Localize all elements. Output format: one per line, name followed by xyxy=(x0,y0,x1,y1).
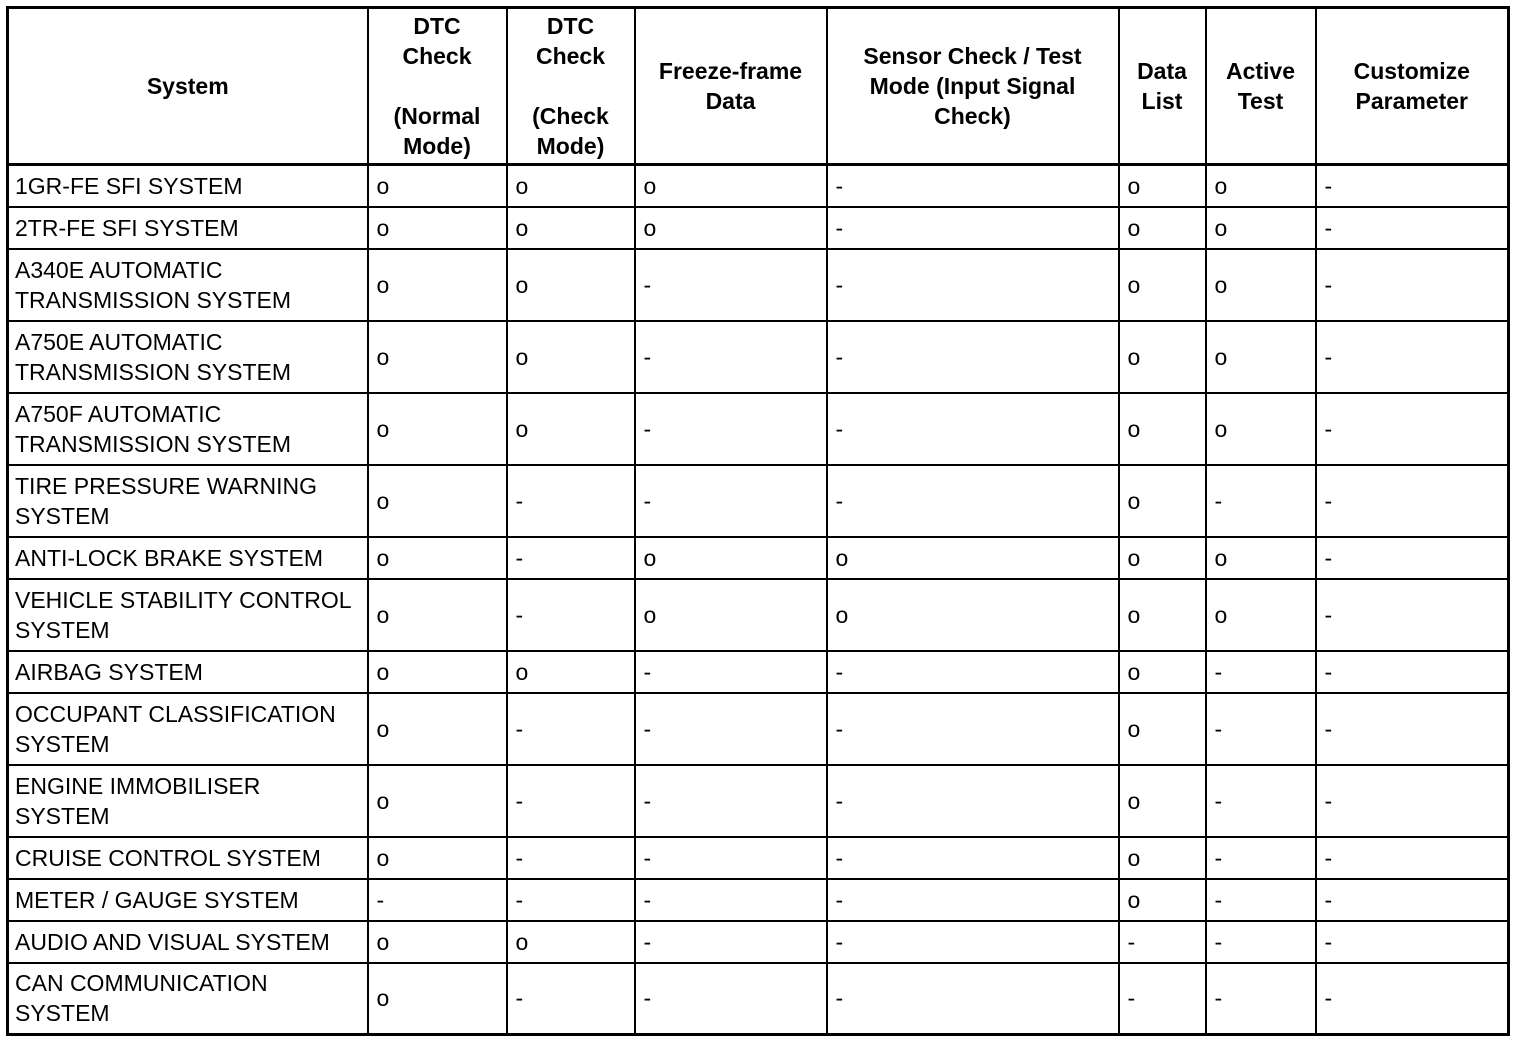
data-list-cell: - xyxy=(1119,963,1206,1035)
active-test-cell: - xyxy=(1206,921,1316,963)
header-row xyxy=(8,8,1509,165)
header-dtc-normal: DTC Check (Normal Mode) xyxy=(368,8,507,165)
active-test-cell: - xyxy=(1206,651,1316,693)
dtc-check-cell: - xyxy=(507,837,635,879)
dtc-check-cell: - xyxy=(507,879,635,921)
table-row xyxy=(8,249,1509,321)
table-row xyxy=(8,393,1509,465)
dtc-check-cell: o xyxy=(507,165,635,207)
freeze-frame-cell: - xyxy=(635,465,827,537)
customize-cell: - xyxy=(1316,393,1509,465)
freeze-frame-cell: - xyxy=(635,249,827,321)
customize-cell: - xyxy=(1316,693,1509,765)
header-system: System xyxy=(8,8,368,165)
sensor-check-cell: - xyxy=(827,207,1119,249)
dtc-check-cell: o xyxy=(507,651,635,693)
active-test-cell: o xyxy=(1206,249,1316,321)
system-cell: CRUISE CONTROL SYSTEM xyxy=(8,837,368,879)
freeze-frame-cell: - xyxy=(635,921,827,963)
table-row xyxy=(8,837,1509,879)
sensor-check-cell: - xyxy=(827,693,1119,765)
table-row xyxy=(8,651,1509,693)
freeze-frame-cell: o xyxy=(635,579,827,651)
freeze-frame-cell: o xyxy=(635,207,827,249)
freeze-frame-cell: o xyxy=(635,537,827,579)
dtc-check-cell: - xyxy=(507,765,635,837)
system-cell: OCCUPANT CLASSIFICATION SYSTEM xyxy=(8,693,368,765)
active-test-cell: o xyxy=(1206,165,1316,207)
data-list-cell: o xyxy=(1119,765,1206,837)
system-cell: CAN COMMUNICATION SYSTEM xyxy=(8,963,368,1035)
dtc-normal-cell: o xyxy=(368,837,507,879)
customize-cell: - xyxy=(1316,879,1509,921)
dtc-normal-cell: o xyxy=(368,249,507,321)
system-cell: A340E AUTOMATIC TRANSMISSION SYSTEM xyxy=(8,249,368,321)
system-cell: A750F AUTOMATIC TRANSMISSION SYSTEM xyxy=(8,393,368,465)
table-row xyxy=(8,921,1509,963)
table-row xyxy=(8,465,1509,537)
dtc-check-cell: o xyxy=(507,207,635,249)
table-header xyxy=(8,8,1509,165)
active-test-cell: - xyxy=(1206,963,1316,1035)
active-test-cell: o xyxy=(1206,579,1316,651)
system-cell: 2TR-FE SFI SYSTEM xyxy=(8,207,368,249)
customize-cell: - xyxy=(1316,921,1509,963)
active-test-cell: - xyxy=(1206,765,1316,837)
freeze-frame-cell: - xyxy=(635,321,827,393)
dtc-check-cell: o xyxy=(507,921,635,963)
dtc-normal-cell: o xyxy=(368,963,507,1035)
freeze-frame-cell: - xyxy=(635,693,827,765)
table-row xyxy=(8,963,1509,1035)
sensor-check-cell: - xyxy=(827,249,1119,321)
sensor-check-cell: - xyxy=(827,765,1119,837)
table-body xyxy=(8,165,1509,1035)
data-list-cell: o xyxy=(1119,465,1206,537)
customize-cell: - xyxy=(1316,537,1509,579)
freeze-frame-cell: - xyxy=(635,879,827,921)
active-test-cell: - xyxy=(1206,879,1316,921)
active-test-cell: o xyxy=(1206,393,1316,465)
active-test-cell: o xyxy=(1206,207,1316,249)
data-list-cell: o xyxy=(1119,207,1206,249)
data-list-cell: o xyxy=(1119,837,1206,879)
system-cell: VEHICLE STABILITY CONTROL SYSTEM xyxy=(8,579,368,651)
dtc-normal-cell: o xyxy=(368,537,507,579)
dtc-normal-cell: o xyxy=(368,651,507,693)
data-list-cell: o xyxy=(1119,651,1206,693)
header-customize: Customize Parameter xyxy=(1316,8,1509,165)
sensor-check-cell: - xyxy=(827,321,1119,393)
dtc-normal-cell: - xyxy=(368,879,507,921)
customize-cell: - xyxy=(1316,837,1509,879)
customize-cell: - xyxy=(1316,165,1509,207)
freeze-frame-cell: - xyxy=(635,963,827,1035)
dtc-check-cell: o xyxy=(507,321,635,393)
sensor-check-cell: o xyxy=(827,537,1119,579)
dtc-normal-cell: o xyxy=(368,207,507,249)
sensor-check-cell: - xyxy=(827,921,1119,963)
header-freeze-frame: Freeze-frame Data xyxy=(635,8,827,165)
data-list-cell: o xyxy=(1119,879,1206,921)
customize-cell: - xyxy=(1316,579,1509,651)
customize-cell: - xyxy=(1316,249,1509,321)
system-cell: TIRE PRESSURE WARNING SYSTEM xyxy=(8,465,368,537)
customize-cell: - xyxy=(1316,651,1509,693)
diagnostic-function-table xyxy=(6,6,1510,1036)
dtc-normal-cell: o xyxy=(368,693,507,765)
dtc-normal-cell: o xyxy=(368,165,507,207)
data-list-cell: o xyxy=(1119,579,1206,651)
active-test-cell: - xyxy=(1206,837,1316,879)
customize-cell: - xyxy=(1316,963,1509,1035)
sensor-check-cell: o xyxy=(827,579,1119,651)
data-list-cell: o xyxy=(1119,321,1206,393)
table-row xyxy=(8,579,1509,651)
customize-cell: - xyxy=(1316,465,1509,537)
header-data-list: Data List xyxy=(1119,8,1206,165)
sensor-check-cell: - xyxy=(827,165,1119,207)
dtc-check-cell: - xyxy=(507,537,635,579)
dtc-check-cell: - xyxy=(507,693,635,765)
system-cell: AIRBAG SYSTEM xyxy=(8,651,368,693)
header-dtc-check: DTC Check (Check Mode) xyxy=(507,8,635,165)
header-active-test: Active Test xyxy=(1206,8,1316,165)
data-list-cell: o xyxy=(1119,693,1206,765)
freeze-frame-cell: - xyxy=(635,837,827,879)
table-row xyxy=(8,165,1509,207)
freeze-frame-cell: - xyxy=(635,393,827,465)
header-sensor-check: Sensor Check / Test Mode (Input Signal Check) xyxy=(827,8,1119,165)
table-row xyxy=(8,879,1509,921)
table-row xyxy=(8,693,1509,765)
table-row xyxy=(8,207,1509,249)
table-row xyxy=(8,321,1509,393)
active-test-cell: o xyxy=(1206,537,1316,579)
sensor-check-cell: - xyxy=(827,879,1119,921)
dtc-normal-cell: o xyxy=(368,921,507,963)
active-test-cell: - xyxy=(1206,693,1316,765)
system-cell: METER / GAUGE SYSTEM xyxy=(8,879,368,921)
customize-cell: - xyxy=(1316,765,1509,837)
customize-cell: - xyxy=(1316,207,1509,249)
dtc-normal-cell: o xyxy=(368,579,507,651)
dtc-check-cell: - xyxy=(507,579,635,651)
dtc-normal-cell: o xyxy=(368,321,507,393)
system-cell: 1GR-FE SFI SYSTEM xyxy=(8,165,368,207)
dtc-normal-cell: o xyxy=(368,393,507,465)
table-row xyxy=(8,765,1509,837)
freeze-frame-cell: o xyxy=(635,165,827,207)
dtc-check-cell: - xyxy=(507,465,635,537)
sensor-check-cell: - xyxy=(827,465,1119,537)
system-cell: ENGINE IMMOBILISER SYSTEM xyxy=(8,765,368,837)
system-cell: ANTI-LOCK BRAKE SYSTEM xyxy=(8,537,368,579)
dtc-check-cell: - xyxy=(507,963,635,1035)
sensor-check-cell: - xyxy=(827,837,1119,879)
freeze-frame-cell: - xyxy=(635,765,827,837)
active-test-cell: - xyxy=(1206,465,1316,537)
customize-cell: - xyxy=(1316,321,1509,393)
sensor-check-cell: - xyxy=(827,393,1119,465)
data-list-cell: o xyxy=(1119,249,1206,321)
data-list-cell: - xyxy=(1119,921,1206,963)
system-cell: A750E AUTOMATIC TRANSMISSION SYSTEM xyxy=(8,321,368,393)
system-cell: AUDIO AND VISUAL SYSTEM xyxy=(8,921,368,963)
table-row xyxy=(8,537,1509,579)
data-list-cell: o xyxy=(1119,165,1206,207)
dtc-normal-cell: o xyxy=(368,765,507,837)
dtc-check-cell: o xyxy=(507,249,635,321)
dtc-check-cell: o xyxy=(507,393,635,465)
data-list-cell: o xyxy=(1119,537,1206,579)
sensor-check-cell: - xyxy=(827,963,1119,1035)
sensor-check-cell: - xyxy=(827,651,1119,693)
data-list-cell: o xyxy=(1119,393,1206,465)
freeze-frame-cell: - xyxy=(635,651,827,693)
active-test-cell: o xyxy=(1206,321,1316,393)
dtc-normal-cell: o xyxy=(368,465,507,537)
